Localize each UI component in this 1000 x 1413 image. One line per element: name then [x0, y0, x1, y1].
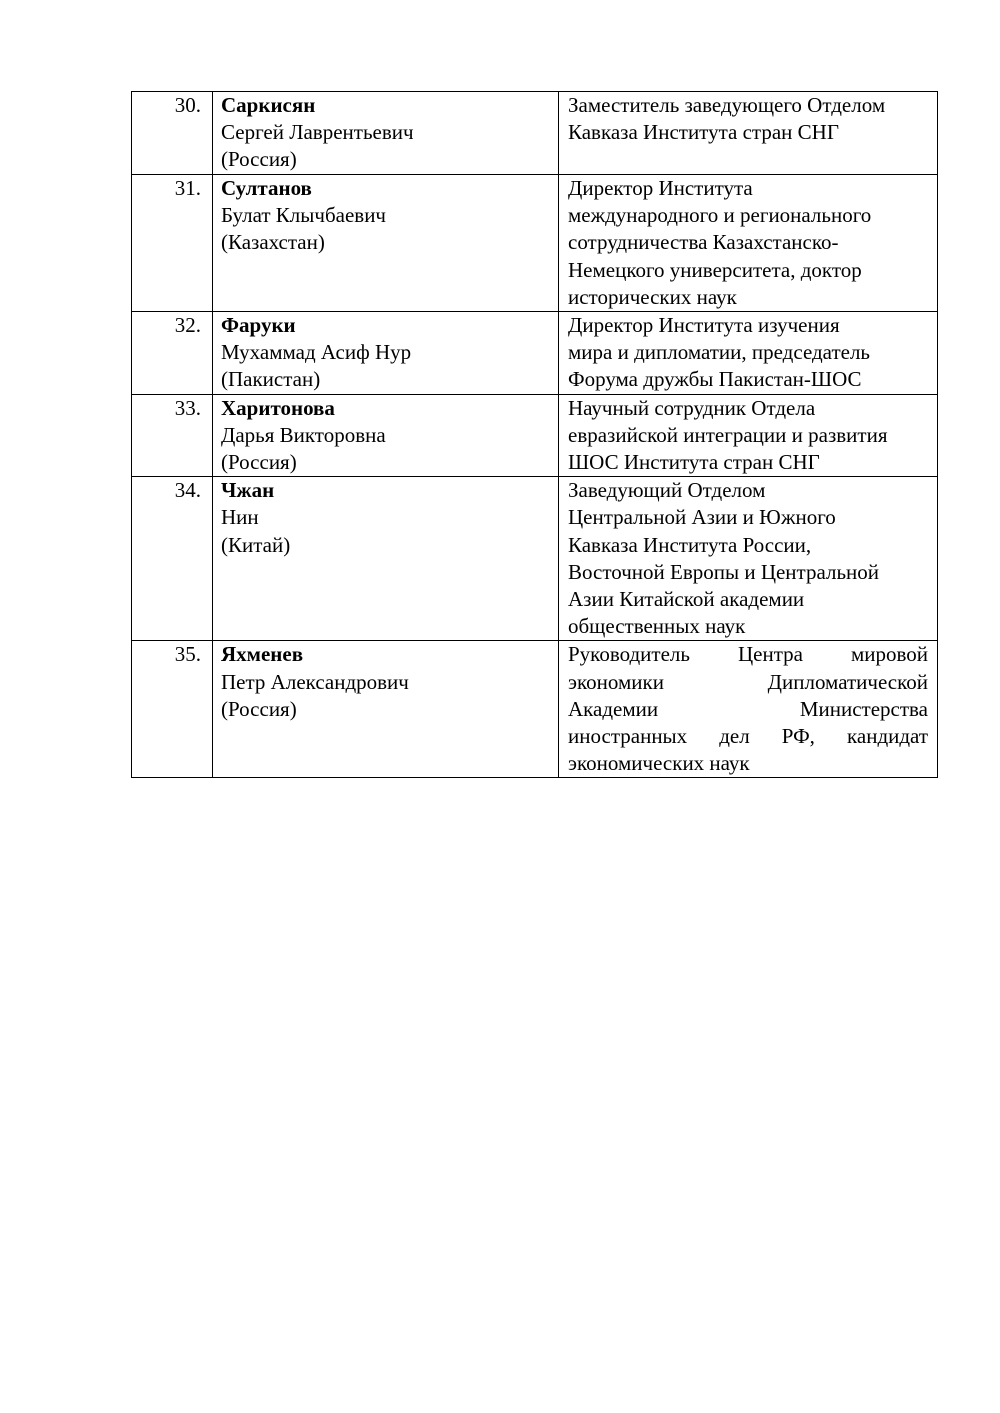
position-line: экономики Дипломатической: [568, 669, 928, 694]
participant-surname: Харитонова: [221, 395, 335, 420]
position-line: экономических наук: [568, 751, 750, 776]
participant-country: (Россия): [221, 450, 297, 475]
table-row: [132, 312, 938, 395]
participant-position-cell: [559, 477, 938, 641]
position-line: исторических наук: [568, 284, 737, 309]
participant-surname: Саркисян: [221, 93, 316, 117]
table-row: [132, 92, 938, 175]
position-line: Немецкого университета, доктор: [568, 257, 862, 282]
position-line: Восточной Европы и Центральной: [568, 559, 880, 584]
position-line: Форума дружбы Пакистан-ШОС: [568, 367, 862, 392]
position-line: Азии Китайской академии: [568, 587, 805, 612]
participant-name-cell: [213, 175, 559, 312]
position-line: сотрудничества Казахстанско-: [568, 230, 839, 255]
participant-given-name: Петр Александрович: [221, 669, 409, 694]
participant-given-name: Нин: [221, 505, 259, 530]
participant-position-cell: [559, 394, 938, 477]
position-line: иностранных дел РФ, кандидат: [568, 724, 928, 749]
position-line: Заместитель заведующего Отделом: [568, 93, 886, 117]
participant-name-cell: [213, 312, 559, 395]
participant-position-cell: [559, 312, 938, 395]
position-line: Академии Министерства: [568, 696, 928, 721]
position-line: Директор Института: [568, 176, 753, 200]
participant-position-cell: [559, 92, 938, 175]
table-row: [132, 394, 938, 477]
table-row: [132, 477, 938, 641]
participant-surname: Яхменев: [221, 642, 304, 667]
position-line: международного и регионального: [568, 203, 872, 228]
position-line: Заведующий Отделом: [568, 478, 766, 503]
position-line: ШОС Института стран СНГ: [568, 450, 820, 475]
row-number: 34.: [132, 477, 213, 641]
participant-country: (Пакистан): [221, 367, 321, 392]
participants-table: [131, 91, 938, 778]
participant-name-cell: [213, 394, 559, 477]
participant-country: (Казахстан): [221, 230, 325, 255]
participant-surname: Чжан: [221, 478, 275, 503]
row-number: 32.: [132, 312, 213, 395]
participant-country: (Россия): [221, 147, 297, 172]
table-row: [132, 175, 938, 312]
row-number: 35.: [132, 641, 213, 778]
row-number: 30.: [132, 92, 213, 175]
participant-given-name: Мухаммад Асиф Нур: [221, 340, 412, 365]
position-line: Кавказа Института стран СНГ: [568, 120, 839, 145]
participant-country: (Китай): [221, 532, 291, 557]
table-row: [132, 641, 938, 778]
participant-given-name: Булат Клычбаевич: [221, 203, 386, 228]
participant-given-name: Дарья Викторовна: [221, 422, 386, 447]
participant-surname: Султанов: [221, 176, 312, 200]
position-line: общественных наук: [568, 614, 746, 639]
position-line: Директор Института изучения: [568, 313, 840, 338]
participant-surname: Фаруки: [221, 313, 296, 338]
participant-position-cell: [559, 641, 938, 778]
position-line: евразийской интеграции и развития: [568, 422, 888, 447]
position-line: Научный сотрудник Отдела: [568, 395, 816, 420]
participant-position-cell: [559, 175, 938, 312]
position-line: мира и дипломатии, председатель: [568, 340, 871, 365]
participant-name-cell: [213, 641, 559, 778]
position-line: Руководитель Центра мировой: [568, 642, 928, 667]
position-line: Кавказа Института России,: [568, 532, 812, 557]
participant-name-cell: [213, 92, 559, 175]
participant-country: (Россия): [221, 696, 297, 721]
participant-given-name: Сергей Лаврентьевич: [221, 120, 414, 145]
position-line: Центральной Азии и Южного: [568, 505, 836, 530]
participant-name-cell: [213, 477, 559, 641]
row-number: 31.: [132, 175, 213, 312]
row-number: 33.: [132, 394, 213, 477]
